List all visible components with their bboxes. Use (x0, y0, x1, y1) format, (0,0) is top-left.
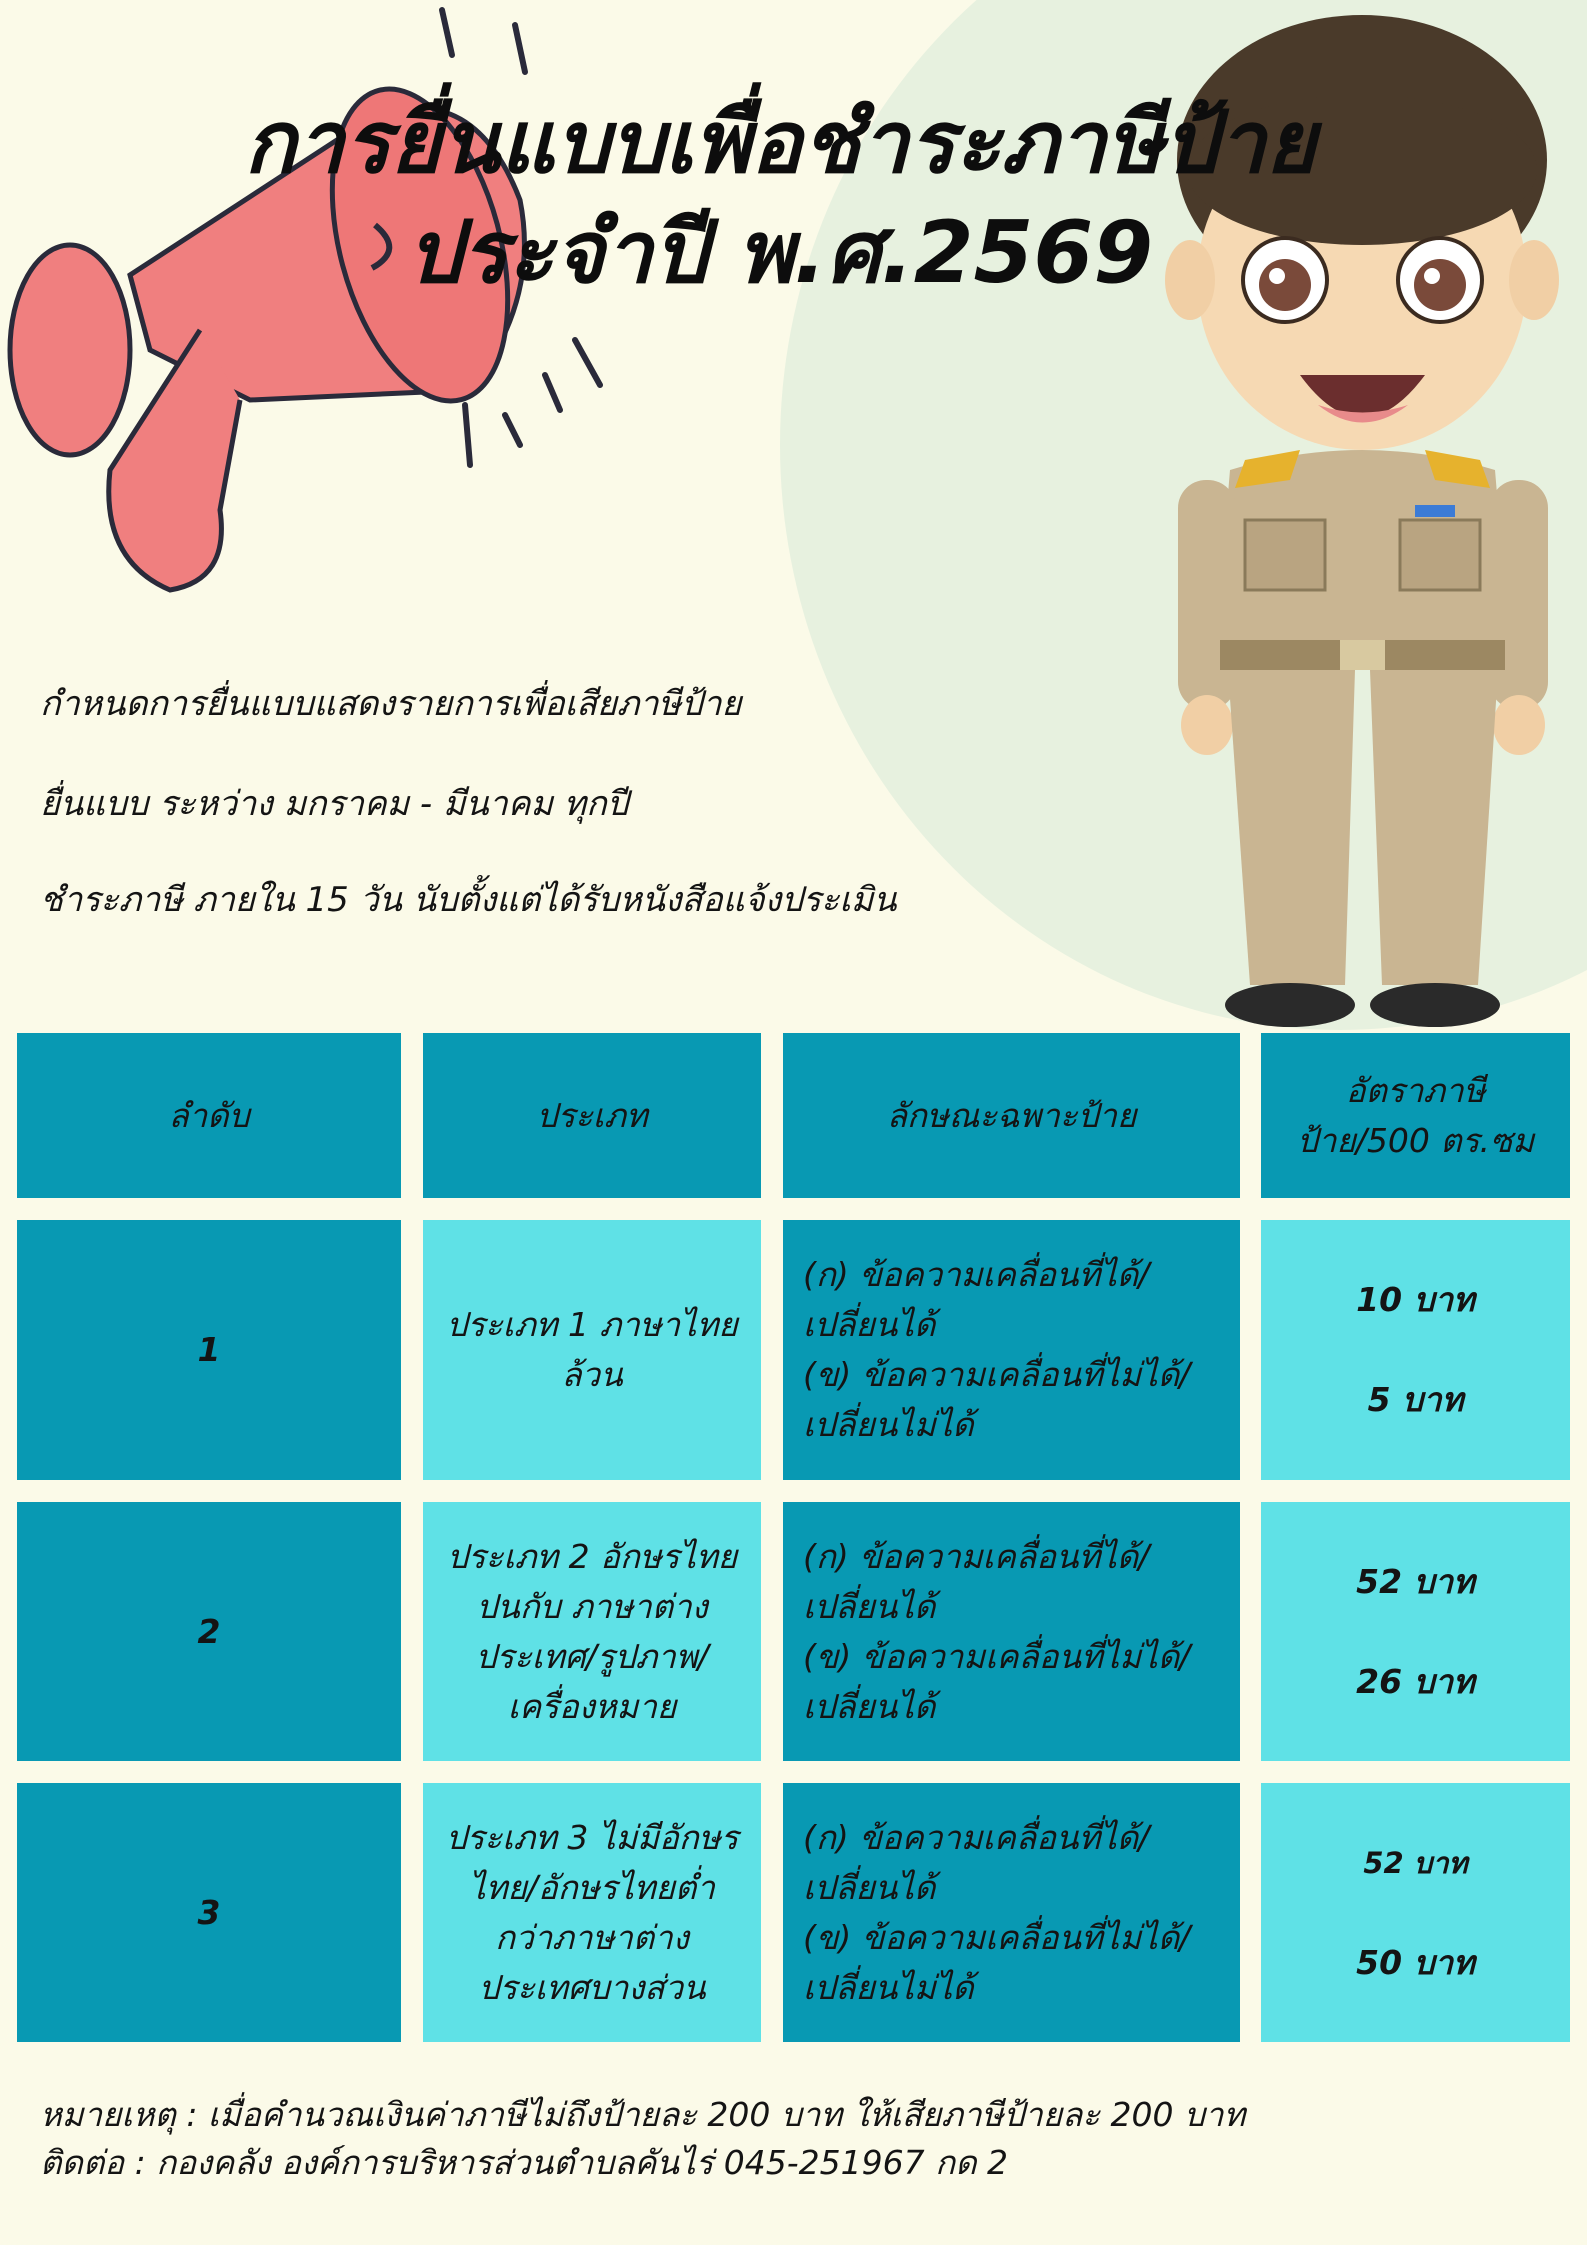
schedule-heading: กำหนดการยื่นแบบแสดงรายการเพื่อเสียภาษีป้าย (40, 684, 742, 724)
row-2-feature-line: (ข) ข้อความเคลื่อนที่ไม่ได้/ (803, 1636, 1191, 1676)
row-2-type-line: ปนกับ ภาษาต่าง (476, 1586, 708, 1626)
header-order-label: ลำดับ (168, 1095, 250, 1135)
header-rate-line-1: อัตราภาษี (1345, 1070, 1486, 1110)
header-order (17, 1033, 401, 1198)
row-3-type-line: ประเภท 3 ไม่มีอักษร (445, 1817, 739, 1857)
row-2-rate-a: 52 บาท (1356, 1561, 1475, 1601)
row-2-feature-line: เปลี่ยนได้ (803, 1686, 936, 1726)
table-row-2-rate (1261, 1502, 1570, 1761)
table-row-1-rate (1261, 1220, 1570, 1480)
table-row-3-order (17, 1783, 401, 2042)
row-1-feature-line: (ข) ข้อความเคลื่อนที่ไม่ได้/ (803, 1355, 1191, 1394)
row-3-type-line: ไทย/อักษรไทยต่ำ (469, 1867, 715, 1907)
row-2-type-line: เครื่องหมาย (507, 1686, 677, 1726)
row-2-type-line: ประเทศ/รูปภาพ/ (475, 1636, 709, 1676)
row-3-feature-line: เปลี่ยนไม่ได้ (803, 1967, 974, 2007)
row-2-order-value: 2 (197, 1611, 221, 1651)
row-1-rate-b: 5 บาท (1367, 1380, 1464, 1419)
title-line-2: ประจำปี พ.ศ.2569 (406, 203, 1154, 303)
row-3-feature-line: เปลี่ยนได้ (803, 1867, 936, 1907)
row-1-feature-line: เปลี่ยนไม่ได้ (803, 1405, 974, 1444)
row-1-type-line: ประเภท 1 ภาษาไทย (446, 1305, 738, 1344)
row-2-rate-b: 26 บาท (1356, 1661, 1475, 1701)
header-feature (783, 1033, 1240, 1198)
row-3-feature-line: (ข) ข้อความเคลื่อนที่ไม่ได้/ (803, 1917, 1191, 1957)
row-1-rate-a: 10 บาท (1356, 1280, 1475, 1319)
row-3-order-value: 3 (197, 1892, 221, 1932)
contact-note: ติดต่อ : กองคลัง องค์การบริหารส่วนตำบลคันไร่ 045-251967 กด 2 (40, 2143, 1009, 2182)
header-rate-line-2: ป้าย/500 ตร.ซม (1296, 1120, 1535, 1160)
table-row-1-type (423, 1220, 761, 1480)
table-row-2-feature (783, 1502, 1240, 1761)
header-type (423, 1033, 761, 1198)
row-3-rate-b: 50 บาท (1356, 1942, 1475, 1982)
row-2-type-line: ประเภท 2 อักษรไทย (446, 1536, 738, 1576)
row-2-feature-line: (ก) ข้อความเคลื่อนที่ได้/ (803, 1536, 1150, 1576)
row-3-rate-a: 52 บาท (1363, 1845, 1468, 1880)
header-feature-label: ลักษณะฉพาะป้าย (886, 1095, 1137, 1135)
row-3-type-line: กว่าภาษาต่าง (495, 1917, 689, 1957)
table-row-1-feature (783, 1220, 1240, 1480)
table-row-2-order (17, 1502, 401, 1761)
table-row-3-type (423, 1783, 761, 2042)
row-3-feature-line: (ก) ข้อความเคลื่อนที่ได้/ (803, 1817, 1150, 1857)
header-rate (1261, 1033, 1570, 1198)
row-3-type-line: ประเทศบางส่วน (478, 1967, 706, 2007)
table-row-1-order (17, 1220, 401, 1480)
header-type-label: ประเภท (536, 1095, 648, 1135)
table-row-3-feature (783, 1783, 1240, 2042)
page-title (160, 88, 1400, 308)
row-1-feature-line: (ก) ข้อความเคลื่อนที่ได้/ (803, 1255, 1150, 1294)
table-row-2-type (423, 1502, 761, 1761)
filing-period-text: ยื่นแบบ ระหว่าง มกราคม - มีนาคม ทุกปี (40, 784, 629, 824)
payment-deadline-text: ชำระภาษี ภายใน 15 วัน นับตั้งแต่ได้รับหนังสือแจ้งประเมิน (40, 880, 897, 920)
table-row-3-rate (1261, 1783, 1570, 2042)
row-2-feature-line: เปลี่ยนได้ (803, 1586, 936, 1626)
row-1-type-line: ล้วน (561, 1355, 623, 1394)
row-1-order-value: 1 (197, 1330, 221, 1369)
row-1-feature-line: เปลี่ยนได้ (803, 1305, 936, 1344)
remark-note: หมายเหตุ : เมื่อคำนวณเงินค่าภาษีไม่ถึงป้ายละ 200 บาท ให้เสียภาษีป้ายละ 200 บาท (40, 2095, 1246, 2134)
title-line-1: การยื่นแบบเพื่อชำระภาษีป้าย (243, 93, 1317, 193)
